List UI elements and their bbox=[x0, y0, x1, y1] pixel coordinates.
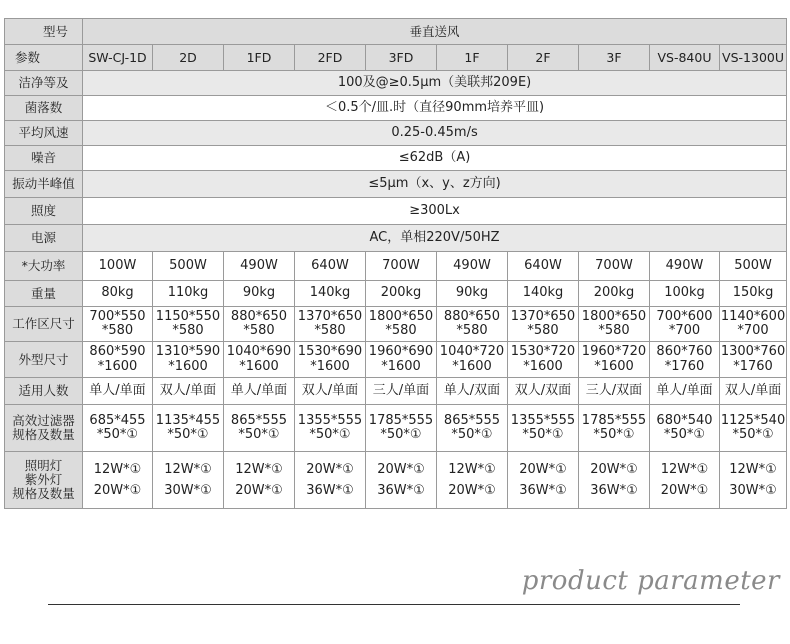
spec-cell-line: 700W bbox=[595, 257, 633, 273]
spec-cell bbox=[83, 307, 153, 342]
spec-cell bbox=[366, 342, 437, 378]
spec-cell-line: 12W*① bbox=[235, 461, 283, 477]
spec-cell-line: *1600 bbox=[310, 358, 350, 374]
row-label: 噪音 bbox=[5, 146, 83, 171]
row-label: *大功率 bbox=[5, 252, 83, 281]
spec-cell-line: 200kg bbox=[380, 285, 422, 301]
spec-cell-line: 200kg bbox=[593, 285, 635, 301]
row-value: 0.25-0.45m/s bbox=[83, 121, 787, 146]
spec-cell-line: 36W*① bbox=[519, 483, 567, 498]
spec-cell bbox=[720, 452, 787, 509]
spec-cell-line: 1135*455 bbox=[155, 412, 221, 428]
row-label: 菌落数 bbox=[5, 96, 83, 121]
spec-cell-line: 1785*555 bbox=[368, 412, 434, 428]
spec-cell bbox=[437, 252, 508, 281]
spec-cell bbox=[153, 405, 224, 452]
spec-cell-line: 500W bbox=[169, 257, 207, 273]
spec-cell-line: 双人/双面 bbox=[514, 382, 572, 398]
spec-cell-line: 36W*① bbox=[306, 483, 354, 498]
row-label: 振动半峰值 bbox=[5, 171, 83, 198]
spec-cell bbox=[720, 307, 787, 342]
row-label-line: 规格及数量 bbox=[12, 427, 75, 442]
spec-cell-line: 单人/单面 bbox=[656, 382, 713, 398]
row-label-line: 照明灯 bbox=[24, 458, 63, 474]
spec-cell-line: *700 bbox=[668, 323, 701, 338]
spec-cell bbox=[83, 378, 153, 405]
spec-cell-line: 490W bbox=[665, 257, 704, 273]
spec-cell bbox=[508, 342, 579, 378]
spec-cell-line: *1600 bbox=[168, 358, 208, 374]
spec-cell-line: 1310*590 bbox=[155, 344, 221, 360]
spec-cell bbox=[83, 281, 153, 307]
spec-cell-line: *580 bbox=[101, 323, 134, 338]
spec-cell-line: 80kg bbox=[101, 285, 134, 301]
spec-cell-line: *700 bbox=[737, 323, 769, 338]
spec-cell-line: 20W*① bbox=[377, 461, 425, 477]
spec-cell bbox=[224, 452, 295, 509]
spec-cell bbox=[366, 378, 437, 405]
row-value: ≤62dB（A) bbox=[83, 146, 787, 171]
spec-cell-line: 1800*650 bbox=[581, 308, 647, 324]
spec-row bbox=[5, 342, 787, 378]
spec-cell-line: *1760 bbox=[664, 358, 705, 374]
spec-cell bbox=[366, 405, 437, 452]
spec-row bbox=[5, 225, 787, 252]
spec-cell bbox=[153, 342, 224, 378]
spec-cell bbox=[650, 342, 720, 378]
spec-cell-line: 140kg bbox=[522, 285, 564, 301]
spec-cell-line: 140kg bbox=[309, 285, 351, 301]
spec-cell-line: *50*① bbox=[167, 427, 209, 442]
model-header-cell: 2D bbox=[153, 45, 224, 71]
spec-cell-line: 12W*① bbox=[448, 461, 496, 477]
spec-cell bbox=[224, 252, 295, 281]
spec-cell-line: 640W bbox=[524, 257, 562, 273]
spec-cell-line: 1040*690 bbox=[226, 344, 292, 360]
spec-cell-line: 880*650 bbox=[230, 308, 288, 324]
spec-cell bbox=[650, 378, 720, 405]
spec-cell bbox=[437, 281, 508, 307]
spec-cell-line: 1960*690 bbox=[368, 344, 434, 360]
spec-cell-line: 20W*① bbox=[448, 483, 496, 498]
model-header-cell: VS-1300U bbox=[720, 45, 787, 71]
spec-cell bbox=[83, 405, 153, 452]
spec-cell bbox=[366, 452, 437, 509]
spec-cell bbox=[224, 281, 295, 307]
spec-cell bbox=[437, 378, 508, 405]
spec-cell-line: *580 bbox=[385, 323, 417, 338]
spec-cell-line: 100kg bbox=[664, 285, 705, 301]
spec-cell-line: *580 bbox=[598, 323, 630, 338]
model-header-cell: 3FD bbox=[366, 45, 437, 71]
row-label-line: 高效过滤器 bbox=[12, 413, 75, 429]
spec-cell-line: *580 bbox=[314, 323, 346, 338]
spec-cell-line: 860*590 bbox=[89, 344, 146, 360]
spec-cell-line: *1600 bbox=[594, 358, 634, 374]
spec-cell bbox=[437, 342, 508, 378]
spec-cell bbox=[366, 281, 437, 307]
spec-row bbox=[5, 96, 787, 121]
spec-cell-line: 1960*720 bbox=[581, 344, 647, 360]
model-label: 型号 bbox=[5, 19, 83, 45]
row-label-line: 规格及数量 bbox=[12, 485, 75, 501]
row-label: 洁净等及 bbox=[5, 71, 83, 96]
spec-cell-line: 双人/单面 bbox=[724, 382, 782, 398]
spec-cell bbox=[295, 342, 366, 378]
spec-cell-line: 单人/双面 bbox=[443, 382, 501, 398]
spec-cell bbox=[224, 307, 295, 342]
spec-cell bbox=[579, 281, 650, 307]
spec-cell-line: 685*455 bbox=[89, 412, 146, 428]
spec-cell bbox=[153, 452, 224, 509]
spec-cell-line: 1370*650 bbox=[297, 308, 363, 324]
spec-cell bbox=[295, 252, 366, 281]
spec-row bbox=[5, 171, 787, 198]
spec-cell-line: 20W*① bbox=[235, 483, 283, 498]
row-label bbox=[5, 405, 83, 452]
spec-cell-line: 30W*① bbox=[164, 483, 212, 498]
spec-cell bbox=[224, 378, 295, 405]
model-header-cell: VS-840U bbox=[650, 45, 720, 71]
model-header-cell: 1F bbox=[437, 45, 508, 71]
spec-cell bbox=[153, 378, 224, 405]
row-label: 适用人数 bbox=[5, 378, 83, 405]
spec-cell bbox=[437, 452, 508, 509]
spec-cell-line: *1600 bbox=[97, 358, 138, 374]
spec-cell-line: *50*① bbox=[96, 427, 139, 442]
spec-cell-line: 1355*555 bbox=[510, 412, 576, 428]
spec-cell-line: *1760 bbox=[733, 358, 773, 374]
spec-cell-line: 20W*① bbox=[306, 461, 354, 477]
spec-cell-line: 30W*① bbox=[729, 483, 777, 498]
spec-cell bbox=[153, 307, 224, 342]
spec-cell-line: 12W*① bbox=[93, 461, 142, 477]
spec-cell-line: 1300*760 bbox=[720, 344, 786, 360]
spec-cell bbox=[720, 281, 787, 307]
row-value: 100及@≥0.5μm（美联邦209E) bbox=[83, 71, 787, 96]
spec-cell-line: 36W*① bbox=[377, 483, 425, 498]
row-label: 外型尺寸 bbox=[5, 342, 83, 378]
spec-cell-line: 1530*690 bbox=[297, 344, 363, 360]
spec-cell-line: 单人/单面 bbox=[89, 382, 146, 398]
spec-cell bbox=[579, 252, 650, 281]
spec-cell-line: 1800*650 bbox=[368, 308, 434, 324]
spec-cell bbox=[366, 252, 437, 281]
spec-cell-line: 90kg bbox=[455, 285, 489, 301]
spec-cell-line: 单人/单面 bbox=[230, 382, 288, 398]
spec-cell-line: 1355*555 bbox=[297, 412, 363, 428]
spec-cell-line: 1150*550 bbox=[155, 308, 221, 324]
spec-row bbox=[5, 405, 787, 452]
row-label: 照度 bbox=[5, 198, 83, 225]
spec-cell-line: *580 bbox=[456, 323, 488, 338]
header-row-group bbox=[5, 19, 787, 45]
spec-cell bbox=[508, 452, 579, 509]
spec-cell bbox=[153, 281, 224, 307]
spec-cell bbox=[153, 252, 224, 281]
spec-cell bbox=[224, 405, 295, 452]
spec-cell bbox=[437, 307, 508, 342]
spec-cell-line: 20W*① bbox=[93, 483, 142, 498]
spec-cell-line: 双人/单面 bbox=[159, 382, 217, 398]
spec-cell-line: 700W bbox=[382, 257, 420, 273]
spec-cell bbox=[295, 281, 366, 307]
spec-cell-line: 1785*555 bbox=[581, 412, 647, 428]
spec-cell-line: *1600 bbox=[523, 358, 563, 374]
spec-cell bbox=[508, 405, 579, 452]
spec-cell-line: 100W bbox=[98, 257, 137, 273]
spec-cell-line: *50*① bbox=[309, 427, 351, 442]
spec-cell-line: 700*550 bbox=[89, 308, 146, 324]
spec-cell-line: 865*555 bbox=[443, 412, 501, 428]
spec-row bbox=[5, 378, 787, 405]
spec-row bbox=[5, 452, 787, 509]
spec-cell bbox=[437, 405, 508, 452]
model-header-cell: 2FD bbox=[295, 45, 366, 71]
spec-row bbox=[5, 252, 787, 281]
group-title: 垂直送风 bbox=[83, 19, 787, 45]
spec-cell-line: 150kg bbox=[732, 285, 774, 301]
row-value: ≥300Lx bbox=[83, 198, 787, 225]
spec-cell-line: *1600 bbox=[381, 358, 421, 374]
spec-cell-line: 1530*720 bbox=[510, 344, 576, 360]
spec-cell-line: 12W*① bbox=[660, 461, 709, 477]
spec-cell-line: 880*650 bbox=[443, 308, 501, 324]
spec-cell bbox=[508, 307, 579, 342]
spec-cell bbox=[720, 342, 787, 378]
spec-cell-line: *50*① bbox=[732, 427, 774, 442]
row-value: ＜0.5个/皿.时（直径90mm培养平皿) bbox=[83, 96, 787, 121]
row-label: 工作区尺寸 bbox=[5, 307, 83, 342]
spec-cell bbox=[83, 342, 153, 378]
spec-cell-line: 1125*540 bbox=[720, 412, 786, 428]
spec-cell bbox=[720, 378, 787, 405]
spec-cell-line: 110kg bbox=[167, 285, 209, 301]
spec-cell-line: 1370*650 bbox=[510, 308, 576, 324]
spec-cell-line: 90kg bbox=[242, 285, 276, 301]
row-label-line: 紫外灯 bbox=[24, 472, 63, 488]
spec-cell-line: 500W bbox=[734, 257, 772, 273]
spec-cell bbox=[650, 405, 720, 452]
spec-cell-line: *580 bbox=[243, 323, 275, 338]
spec-cell-line: 1040*720 bbox=[439, 344, 505, 360]
spec-cell bbox=[650, 281, 720, 307]
spec-cell-line: 700*600 bbox=[656, 308, 713, 324]
spec-row bbox=[5, 281, 787, 307]
spec-table bbox=[4, 18, 787, 509]
model-header-cell: 3F bbox=[579, 45, 650, 71]
spec-cell bbox=[579, 378, 650, 405]
spec-row bbox=[5, 71, 787, 96]
model-header-cell: 1FD bbox=[224, 45, 295, 71]
spec-row bbox=[5, 121, 787, 146]
spec-row bbox=[5, 146, 787, 171]
row-value: ≤5μm（x、y、z方向) bbox=[83, 171, 787, 198]
spec-cell bbox=[579, 342, 650, 378]
spec-cell-line: 双人/单面 bbox=[301, 382, 359, 398]
row-label: 重量 bbox=[5, 281, 83, 307]
spec-cell bbox=[83, 252, 153, 281]
spec-cell bbox=[295, 307, 366, 342]
spec-cell bbox=[508, 281, 579, 307]
spec-cell-line: *50*① bbox=[451, 427, 493, 442]
footer-divider bbox=[48, 604, 740, 605]
spec-cell bbox=[508, 252, 579, 281]
spec-cell-line: 36W*① bbox=[590, 483, 638, 498]
row-label: 平均风速 bbox=[5, 121, 83, 146]
model-header-cell: SW-CJ-1D bbox=[83, 45, 153, 71]
spec-cell-line: 三人/单面 bbox=[372, 382, 430, 398]
spec-cell-line: 490W bbox=[453, 257, 491, 273]
spec-cell bbox=[579, 307, 650, 342]
spec-cell bbox=[83, 452, 153, 509]
row-value: AC，单相220V/50HZ bbox=[83, 225, 787, 252]
spec-cell-line: 680*540 bbox=[656, 412, 713, 428]
spec-cell bbox=[508, 378, 579, 405]
spec-cell-line: 20W*① bbox=[660, 483, 709, 498]
row-label: 电源 bbox=[5, 225, 83, 252]
spec-cell-line: *50*① bbox=[593, 427, 635, 442]
spec-cell-line: *50*① bbox=[663, 427, 706, 442]
spec-cell bbox=[295, 405, 366, 452]
spec-cell-line: *50*① bbox=[238, 427, 280, 442]
spec-cell bbox=[579, 405, 650, 452]
model-header-cell: 2F bbox=[508, 45, 579, 71]
spec-cell bbox=[650, 307, 720, 342]
spec-cell-line: 12W*① bbox=[729, 461, 777, 477]
spec-cell-line: 20W*① bbox=[519, 461, 567, 477]
spec-cell bbox=[720, 252, 787, 281]
spec-cell bbox=[579, 452, 650, 509]
spec-cell bbox=[366, 307, 437, 342]
spec-cell-line: 865*555 bbox=[230, 412, 288, 428]
spec-cell-line: 1140*600 bbox=[720, 308, 786, 324]
spec-row bbox=[5, 307, 787, 342]
spec-cell bbox=[650, 252, 720, 281]
spec-cell bbox=[295, 378, 366, 405]
header-row-models bbox=[5, 45, 787, 71]
spec-cell-line: *50*① bbox=[522, 427, 564, 442]
spec-cell-line: *1600 bbox=[452, 358, 492, 374]
spec-cell bbox=[224, 342, 295, 378]
spec-cell-line: 三人/双面 bbox=[585, 382, 643, 398]
spec-cell bbox=[650, 452, 720, 509]
spec-cell-line: 860*760 bbox=[656, 344, 713, 360]
spec-cell-line: 490W bbox=[240, 257, 278, 273]
spec-cell-line: 20W*① bbox=[590, 461, 638, 477]
spec-cell-line: *580 bbox=[527, 323, 559, 338]
spec-row bbox=[5, 198, 787, 225]
spec-cell bbox=[295, 452, 366, 509]
spec-cell-line: 12W*① bbox=[164, 461, 212, 477]
spec-cell-line: 640W bbox=[311, 257, 349, 273]
spec-cell-line: *580 bbox=[172, 323, 204, 338]
row-label bbox=[5, 452, 83, 509]
spec-cell-line: *50*① bbox=[380, 427, 422, 442]
spec-cell bbox=[720, 405, 787, 452]
param-label: 参数 bbox=[5, 45, 83, 71]
footer-caption: product parameter bbox=[521, 566, 780, 596]
spec-cell-line: *1600 bbox=[239, 358, 279, 374]
